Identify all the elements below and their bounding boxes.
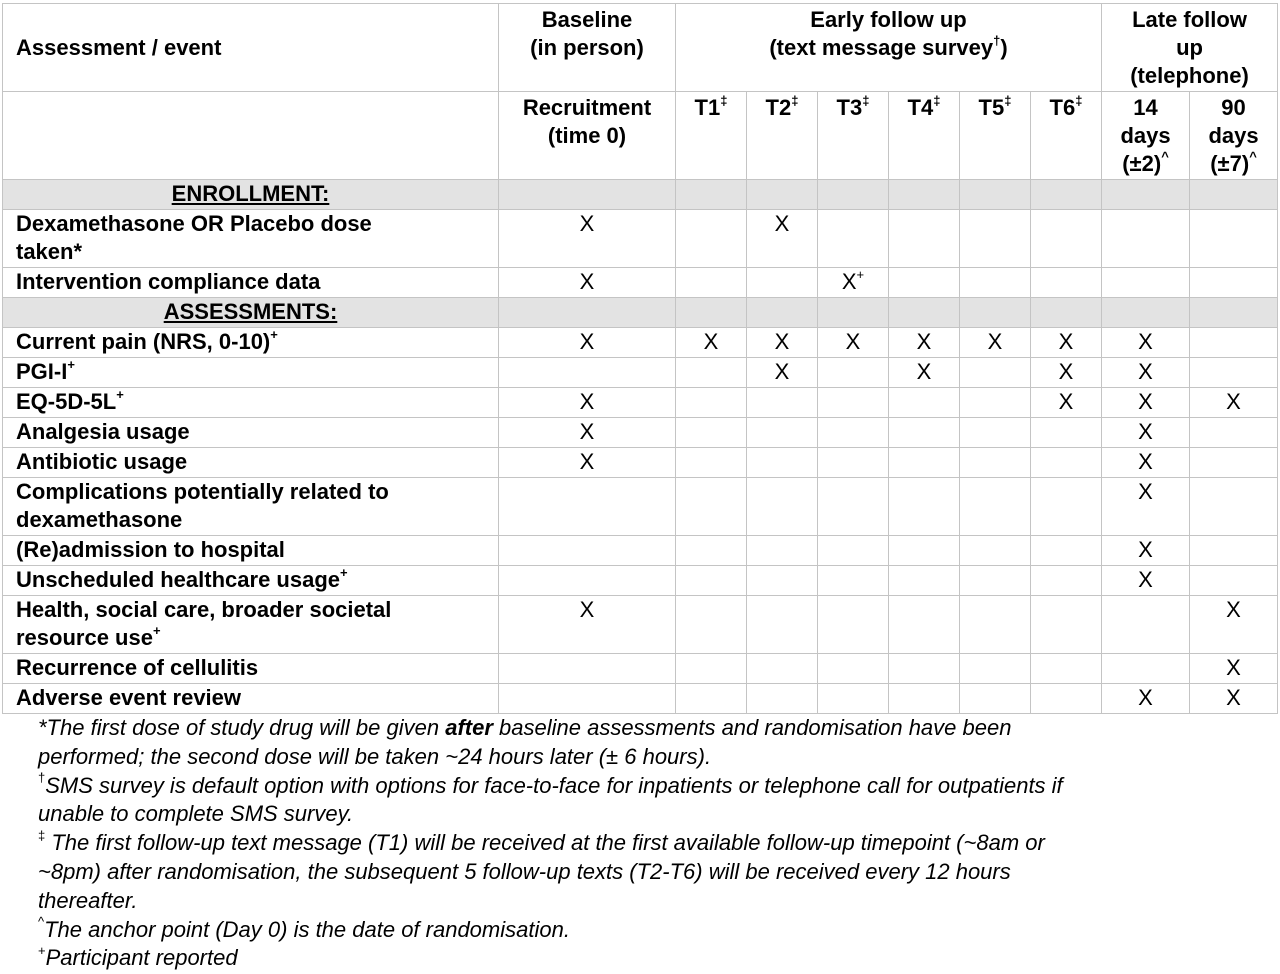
header-timepoint-6	[1031, 92, 1102, 180]
header-day14-window: (±2)	[1122, 151, 1162, 176]
schedule-mark-cell: X	[1031, 388, 1102, 418]
footnote-4	[38, 916, 1268, 945]
schedule-empty-cell	[818, 478, 889, 536]
section-label: ENROLLMENT:	[3, 180, 499, 210]
assessment-row	[3, 536, 1278, 566]
section-empty-cell	[499, 298, 676, 328]
schedule-mark-cell: X	[818, 328, 889, 358]
schedule-mark: X	[841, 269, 857, 294]
schedule-empty-cell	[1031, 448, 1102, 478]
schedule-empty-cell	[889, 478, 960, 536]
schedule-mark-cell: X	[1190, 388, 1278, 418]
schedule-empty-cell	[818, 358, 889, 388]
header-day-14	[1102, 92, 1190, 180]
assessment-row	[3, 478, 1278, 536]
schedule-empty-cell	[889, 566, 960, 596]
schedule-empty-cell	[818, 566, 889, 596]
footnote-text: thereafter.	[38, 887, 138, 913]
schedule-mark-cell: X	[1102, 448, 1190, 478]
schedule-empty-cell	[1031, 566, 1102, 596]
participant-reported-mark: +	[152, 622, 161, 638]
header-row-1	[3, 4, 1278, 92]
assessment-label	[3, 210, 499, 268]
footnote-emphasis: after	[445, 715, 493, 740]
section-empty-cell	[818, 298, 889, 328]
participant-reported-mark: +	[270, 327, 278, 342]
schedule-empty-cell	[747, 388, 818, 418]
schedule-mark-cell: X	[1031, 328, 1102, 358]
schedule-mark-cell: X	[499, 210, 676, 268]
assessment-label-line: dexamethasone	[16, 507, 183, 532]
assessment-row	[3, 684, 1278, 714]
participant-reported-mark: +	[856, 267, 865, 282]
schedule-mark-cell: X	[1102, 566, 1190, 596]
timepoint-double-dagger: ‡	[1075, 92, 1083, 108]
schedule-mark-cell: X	[676, 328, 747, 358]
schedule-mark-cell: X	[1031, 358, 1102, 388]
header-day14-num: 14	[1133, 95, 1158, 120]
participant-reported-mark: +	[67, 357, 75, 372]
header-timepoint-1	[676, 92, 747, 180]
section-empty-cell	[1102, 180, 1190, 210]
schedule-empty-cell	[889, 536, 960, 566]
header-baseline-line1: Baseline	[541, 7, 633, 32]
footnote-mark: †	[38, 770, 46, 786]
schedule-empty-cell	[889, 210, 960, 268]
schedule-empty-cell	[676, 448, 747, 478]
participant-reported-mark: +	[116, 387, 124, 402]
schedule-mark-cell: X	[960, 328, 1031, 358]
assessment-row	[3, 268, 1278, 298]
schedule-empty-cell	[1102, 596, 1190, 654]
assessment-row	[3, 448, 1278, 478]
schedule-empty-cell	[960, 596, 1031, 654]
timepoint-double-dagger: ‡	[933, 92, 941, 108]
assessment-label	[3, 596, 499, 654]
timepoint-label: T1	[694, 95, 721, 120]
assessment-label-line: Analgesia usage	[16, 419, 190, 444]
schedule-mark-cell: X	[1190, 684, 1278, 714]
assessment-row	[3, 358, 1278, 388]
assessment-row	[3, 654, 1278, 684]
schedule-empty-cell	[818, 536, 889, 566]
header-day14-caret: ^	[1161, 148, 1169, 164]
schedule-empty-cell	[818, 388, 889, 418]
schedule-empty-cell	[1031, 684, 1102, 714]
header-recruitment-line2: (time 0)	[547, 123, 627, 148]
schedule-empty-cell	[747, 536, 818, 566]
header-timepoint-4	[889, 92, 960, 180]
schedule-mark-cell: X	[499, 448, 676, 478]
section-empty-cell	[889, 298, 960, 328]
schedule-mark-cell: X	[1102, 388, 1190, 418]
schedule-empty-cell	[747, 566, 818, 596]
schedule-mark-cell: X	[747, 210, 818, 268]
assessment-label	[3, 684, 499, 714]
schedule-mark-cell: X	[1102, 536, 1190, 566]
schedule-empty-cell	[676, 268, 747, 298]
participant-reported-mark: +	[340, 565, 348, 580]
schedule-empty-cell	[1031, 268, 1102, 298]
assessment-label-line: Current pain (NRS, 0-10)	[16, 329, 271, 354]
header-row-2	[3, 92, 1278, 180]
schedule-empty-cell	[818, 684, 889, 714]
section-empty-cell	[1031, 180, 1102, 210]
schedule-empty-cell	[676, 684, 747, 714]
section-empty-cell	[499, 180, 676, 210]
header-late-line2: up	[1176, 35, 1203, 60]
header-early-line1: Early follow up	[810, 7, 967, 32]
schedule-empty-cell	[818, 418, 889, 448]
schedule-empty-cell	[1031, 418, 1102, 448]
schedule-empty-cell	[889, 418, 960, 448]
assessment-label-line: Unscheduled healthcare usage	[16, 567, 340, 592]
footnote-mark: ‡	[38, 827, 46, 843]
assessment-label-line: (Re)admission to hospital	[16, 537, 285, 562]
header-timepoint-2	[747, 92, 818, 180]
schedule-empty-cell	[1190, 328, 1278, 358]
footnote-text: The anchor point (Day 0) is the date of randomisation.	[44, 916, 570, 942]
assessment-label-line: Adverse event review	[16, 685, 242, 710]
footnote-5	[38, 944, 1268, 973]
schedule-empty-cell	[676, 388, 747, 418]
footnote-2	[38, 772, 1268, 830]
schedule-empty-cell	[818, 210, 889, 268]
assessment-row	[3, 566, 1278, 596]
footnote-text: *The first dose of study drug will be given	[38, 715, 446, 740]
schedule-mark-cell: X	[1102, 684, 1190, 714]
schedule-empty-cell	[960, 566, 1031, 596]
assessment-label	[3, 478, 499, 536]
section-empty-cell	[960, 298, 1031, 328]
assessment-label-line: Antibiotic usage	[16, 449, 188, 474]
schedule-empty-cell	[960, 418, 1031, 448]
footnote-text: baseline assessments and randomisation have been	[492, 715, 1012, 740]
schedule-empty-cell	[1031, 210, 1102, 268]
header-timepoint-5	[960, 92, 1031, 180]
header-empty-cell	[3, 92, 499, 180]
schedule-empty-cell	[499, 358, 676, 388]
schedule-empty-cell	[960, 684, 1031, 714]
schedule-empty-cell	[1031, 536, 1102, 566]
assessment-label-line: Health, social care, broader societal	[16, 597, 392, 622]
assessment-label	[3, 328, 499, 358]
schedule-empty-cell	[747, 654, 818, 684]
header-day14-days: days	[1120, 123, 1171, 148]
timepoint-label: T3	[836, 95, 863, 120]
assessment-row	[3, 388, 1278, 418]
schedule-mark-cell	[818, 268, 889, 298]
timepoint-double-dagger: ‡	[1004, 92, 1012, 108]
schedule-empty-cell	[676, 596, 747, 654]
schedule-empty-cell	[747, 268, 818, 298]
footnote-text: unable to complete SMS survey.	[38, 801, 354, 827]
footnote-text: performed; the second dose will be taken ~24 hours later (± 6 hours).	[38, 743, 712, 769]
schedule-mark-cell: X	[499, 596, 676, 654]
schedule-empty-cell	[747, 684, 818, 714]
footnote-mark: ^	[38, 914, 45, 930]
schedule-empty-cell	[676, 418, 747, 448]
assessment-label-line: taken*	[16, 239, 83, 264]
schedule-empty-cell	[818, 596, 889, 654]
assessment-label	[3, 418, 499, 448]
assessment-label	[3, 536, 499, 566]
header-early-follow-up	[676, 4, 1102, 92]
schedule-empty-cell	[676, 536, 747, 566]
schedule-empty-cell	[499, 684, 676, 714]
schedule-mark-cell: X	[889, 358, 960, 388]
footnote-text: The first follow-up text message (T1) will be received at the first available follow-up timepoint (~8am or	[45, 830, 1045, 856]
schedule-empty-cell	[499, 478, 676, 536]
header-day90-num: 90	[1221, 95, 1246, 120]
schedule-empty-cell	[747, 478, 818, 536]
schedule-empty-cell	[889, 684, 960, 714]
schedule-empty-cell	[676, 210, 747, 268]
header-day-90	[1190, 92, 1278, 180]
schedule-empty-cell	[1102, 268, 1190, 298]
header-late-line1: Late follow	[1132, 7, 1247, 32]
footnotes	[38, 714, 1268, 973]
assessment-label	[3, 358, 499, 388]
assessment-label	[3, 654, 499, 684]
header-recruitment-line1: Recruitment	[522, 95, 652, 120]
header-early-dagger: †	[993, 32, 1001, 48]
footnote-text: SMS survey is default option with options for face-to-face for inpatients or telephone call for outpatients if	[45, 772, 1063, 798]
section-empty-cell	[676, 298, 747, 328]
schedule-empty-cell	[960, 478, 1031, 536]
assessment-label-line: Intervention compliance data	[16, 269, 321, 294]
footnote-text: ~8pm) after randomisation, the subsequent 5 follow-up texts (T2-T6) will be received every 12 hours	[38, 858, 1011, 884]
footnote-mark: +	[38, 943, 46, 959]
assessment-label-line: Recurrence of cellulitis	[16, 655, 259, 680]
section-empty-cell	[676, 180, 747, 210]
schedule-empty-cell	[1102, 210, 1190, 268]
section-empty-cell	[747, 298, 818, 328]
schedule-empty-cell	[676, 566, 747, 596]
assessment-label-line: EQ-5D-5L	[16, 389, 117, 414]
assessment-label-line: resource use	[16, 625, 153, 650]
schedule-empty-cell	[676, 654, 747, 684]
schedule-empty-cell	[499, 536, 676, 566]
schedule-empty-cell	[676, 478, 747, 536]
header-timepoint-3	[818, 92, 889, 180]
header-day90-days: days	[1208, 123, 1259, 148]
header-baseline	[499, 4, 676, 92]
timepoint-double-dagger: ‡	[862, 92, 870, 108]
schedule-empty-cell	[1190, 418, 1278, 448]
section-empty-cell	[1190, 180, 1278, 210]
schedule-empty-cell	[499, 566, 676, 596]
section-empty-cell	[889, 180, 960, 210]
schedule-mark-cell: X	[1190, 654, 1278, 684]
assessment-row	[3, 328, 1278, 358]
footnote-3	[38, 829, 1268, 915]
schedule-empty-cell	[889, 596, 960, 654]
assessment-label	[3, 448, 499, 478]
header-baseline-line2: (in person)	[530, 35, 644, 60]
schedule-empty-cell	[1190, 448, 1278, 478]
schedule-of-assessments-table	[2, 3, 1278, 714]
schedule-empty-cell	[960, 536, 1031, 566]
schedule-empty-cell	[889, 388, 960, 418]
timepoint-label: T6	[1049, 95, 1076, 120]
schedule-mark-cell: X	[1102, 418, 1190, 448]
timepoint-label: T4	[907, 95, 934, 120]
schedule-empty-cell	[960, 654, 1031, 684]
schedule-mark-cell: X	[1102, 358, 1190, 388]
schedule-empty-cell	[1190, 566, 1278, 596]
header-late-follow-up	[1102, 4, 1278, 92]
schedule-empty-cell	[747, 418, 818, 448]
section-label: ASSESSMENTS:	[3, 298, 499, 328]
header-day90-caret: ^	[1249, 148, 1257, 164]
header-day90-window: (±7)	[1210, 151, 1250, 176]
schedule-empty-cell	[1031, 596, 1102, 654]
schedule-mark-cell: X	[499, 328, 676, 358]
schedule-empty-cell	[960, 268, 1031, 298]
schedule-mark-cell: X	[1102, 328, 1190, 358]
header-early-line2: (text message survey	[769, 35, 994, 60]
assessment-label-line: Dexamethasone OR Placebo dose	[16, 211, 372, 236]
timepoint-label: T5	[978, 95, 1005, 120]
schedule-empty-cell	[960, 448, 1031, 478]
schedule-empty-cell	[889, 448, 960, 478]
schedule-empty-cell	[1190, 210, 1278, 268]
section-empty-cell	[1190, 298, 1278, 328]
schedule-mark-cell: X	[1102, 478, 1190, 536]
schedule-empty-cell	[818, 654, 889, 684]
schedule-empty-cell	[1031, 654, 1102, 684]
assessment-row	[3, 210, 1278, 268]
footnote-1	[38, 714, 1268, 772]
schedule-empty-cell	[1190, 268, 1278, 298]
assessment-row	[3, 596, 1278, 654]
schedule-mark-cell: X	[499, 418, 676, 448]
schedule-mark-cell: X	[747, 358, 818, 388]
schedule-mark-cell: X	[747, 328, 818, 358]
assessment-label-line: PGI-I	[16, 359, 68, 384]
timepoint-label: T2	[765, 95, 792, 120]
header-early-close-paren: )	[1000, 35, 1008, 60]
assessment-row	[3, 418, 1278, 448]
header-late-line3: (telephone)	[1130, 63, 1249, 88]
schedule-empty-cell	[960, 358, 1031, 388]
schedule-empty-cell	[1190, 478, 1278, 536]
assessment-label-line: Complications potentially related to	[16, 479, 389, 504]
schedule-empty-cell	[747, 448, 818, 478]
section-empty-cell	[1031, 298, 1102, 328]
timepoint-double-dagger: ‡	[720, 92, 728, 108]
section-row	[3, 298, 1278, 328]
section-empty-cell	[960, 180, 1031, 210]
schedule-empty-cell	[1190, 358, 1278, 388]
schedule-empty-cell	[1031, 478, 1102, 536]
section-empty-cell	[1102, 298, 1190, 328]
schedule-empty-cell	[818, 448, 889, 478]
schedule-empty-cell	[1190, 536, 1278, 566]
schedule-empty-cell	[889, 654, 960, 684]
header-assessment: Assessment / event	[3, 4, 499, 92]
assessment-label	[3, 388, 499, 418]
schedule-empty-cell	[889, 268, 960, 298]
section-row	[3, 180, 1278, 210]
footnote-text: Participant reported	[45, 945, 238, 971]
schedule-empty-cell	[1102, 654, 1190, 684]
schedule-empty-cell	[960, 388, 1031, 418]
timepoint-double-dagger: ‡	[791, 92, 799, 108]
schedule-mark-cell: X	[889, 328, 960, 358]
section-empty-cell	[818, 180, 889, 210]
header-recruitment	[499, 92, 676, 180]
assessment-label	[3, 566, 499, 596]
schedule-mark-cell: X	[499, 268, 676, 298]
schedule-empty-cell	[499, 654, 676, 684]
schedule-mark-cell: X	[499, 388, 676, 418]
schedule-empty-cell	[676, 358, 747, 388]
assessment-label	[3, 268, 499, 298]
section-empty-cell	[747, 180, 818, 210]
schedule-empty-cell	[747, 596, 818, 654]
schedule-empty-cell	[960, 210, 1031, 268]
schedule-mark-cell: X	[1190, 596, 1278, 654]
